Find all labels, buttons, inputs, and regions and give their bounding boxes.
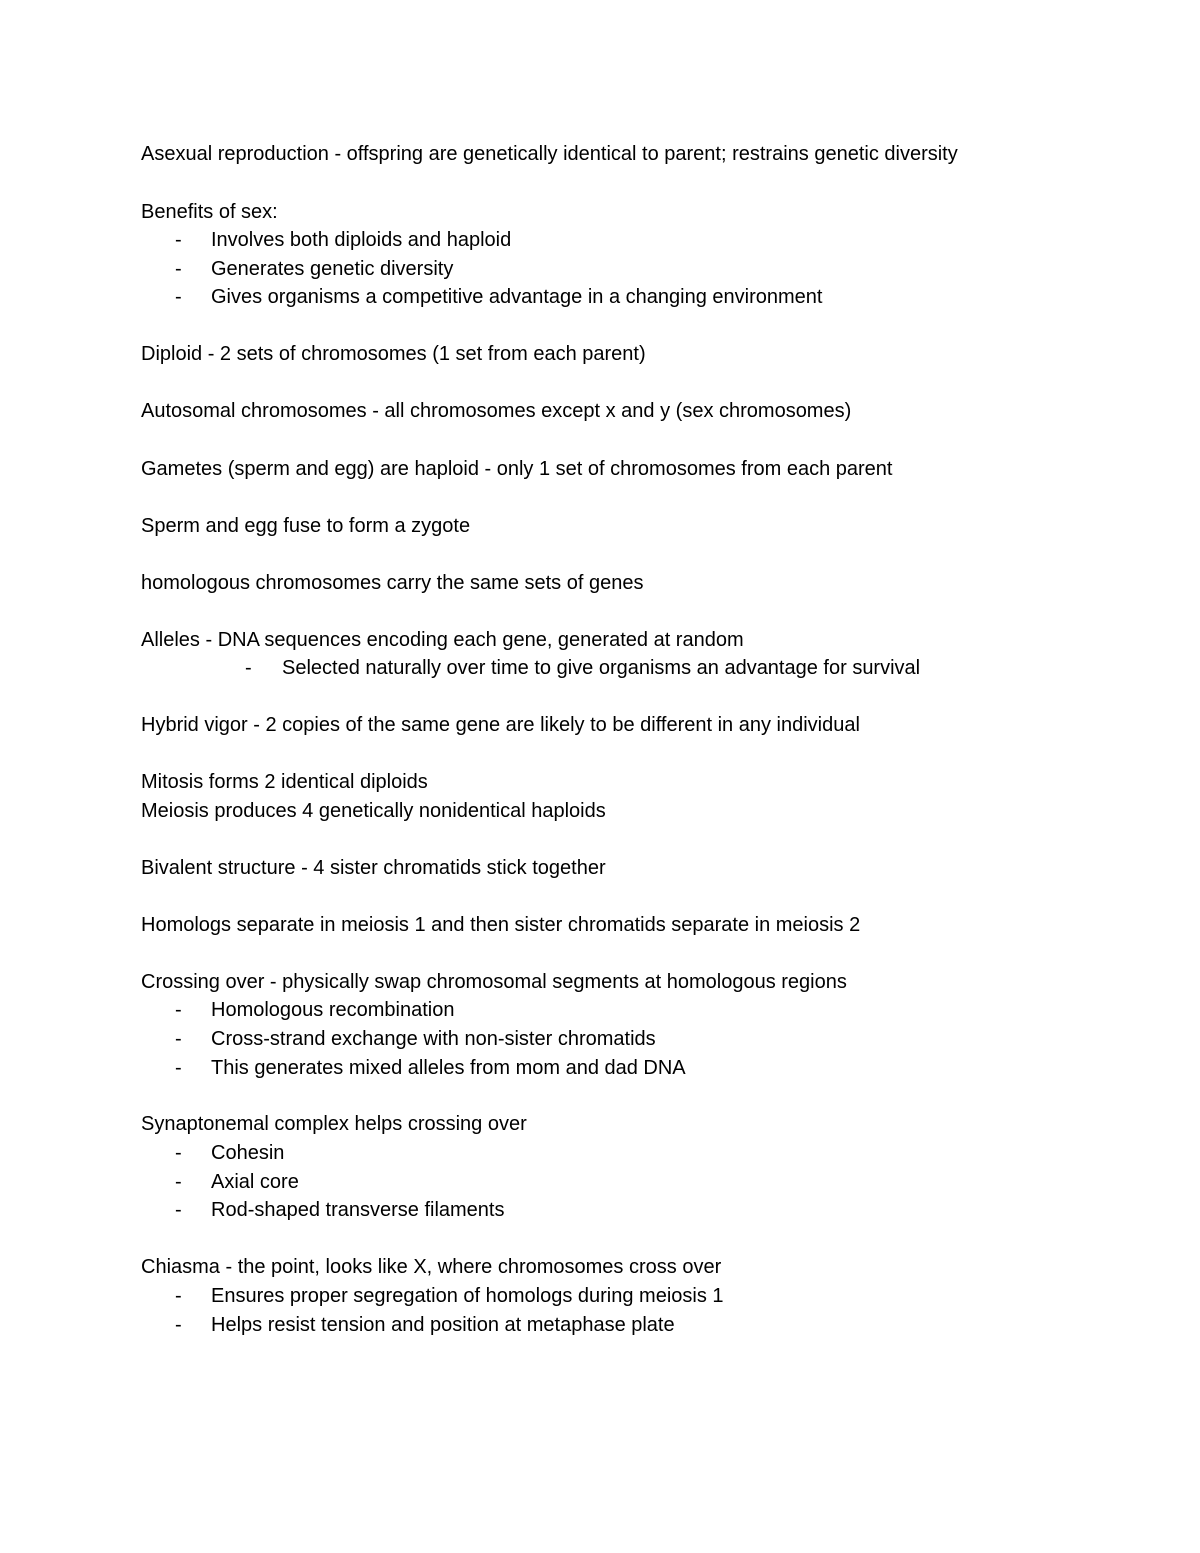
list-item-text: Gives organisms a competitive advantage in a changing environment [211, 286, 823, 308]
bullet-dash: - [175, 1171, 182, 1193]
chiasma-line: Chiasma - the point, looks like X, where chromosomes cross over [141, 1256, 722, 1278]
hybrid-vigor-line: Hybrid vigor - 2 copies of the same gene are likely to be different in any individual [141, 714, 860, 736]
asexual-reproduction-line: Asexual reproduction - offspring are genetically identical to parent; restrains genetic diversity [141, 143, 958, 165]
bullet-dash: - [175, 286, 182, 308]
crossing-over-line: Crossing over - physically swap chromosomal segments at homologous regions [141, 971, 847, 993]
list-item-text: Involves both diploids and haploid [211, 229, 512, 251]
gametes-line: Gametes (sperm and egg) are haploid - only 1 set of chromosomes from each parent [141, 458, 893, 480]
bivalent-line: Bivalent structure - 4 sister chromatids stick together [141, 857, 606, 879]
list-item-text: Axial core [211, 1171, 299, 1193]
bullet-dash: - [175, 1285, 182, 1307]
list-item-text: Generates genetic diversity [211, 258, 454, 280]
bullet-dash: - [175, 1028, 182, 1050]
list-item-text: Cohesin [211, 1142, 285, 1164]
list-item-text: Homologous recombination [211, 999, 455, 1021]
bullet-dash: - [245, 657, 252, 679]
bullet-dash: - [175, 1057, 182, 1079]
bullet-dash: - [175, 1142, 182, 1164]
zygote-line: Sperm and egg fuse to form a zygote [141, 515, 471, 537]
diploid-line: Diploid - 2 sets of chromosomes (1 set from each parent) [141, 343, 646, 365]
list-item-text: Selected naturally over time to give organisms an advantage for survival [282, 657, 921, 679]
synaptonemal-line: Synaptonemal complex helps crossing over [141, 1113, 527, 1135]
list-item-text: Cross-strand exchange with non-sister chromatids [211, 1028, 656, 1050]
list-item-text: This generates mixed alleles from mom and dad DNA [211, 1057, 686, 1079]
homologs-line: Homologs separate in meiosis 1 and then sister chromatids separate in meiosis 2 [141, 914, 861, 936]
list-item-text: Helps resist tension and position at metaphase plate [211, 1314, 675, 1336]
homologous-line: homologous chromosomes carry the same sets of genes [141, 572, 644, 594]
mitosis-line: Mitosis forms 2 identical diploids [141, 771, 428, 793]
list-item-text: Rod-shaped transverse filaments [211, 1199, 505, 1221]
bullet-dash: - [175, 999, 182, 1021]
meiosis-line: Meiosis produces 4 genetically nonidentical haploids [141, 800, 606, 822]
bullet-dash: - [175, 258, 182, 280]
alleles-line: Alleles - DNA sequences encoding each gene, generated at random [141, 629, 744, 651]
bullet-dash: - [175, 1199, 182, 1221]
benefits-heading: Benefits of sex: [141, 201, 278, 223]
list-item-text: Ensures proper segregation of homologs during meiosis 1 [211, 1285, 724, 1307]
bullet-dash: - [175, 229, 182, 251]
bullet-dash: - [175, 1314, 182, 1336]
autosomal-line: Autosomal chromosomes - all chromosomes except x and y (sex chromosomes) [141, 400, 852, 422]
